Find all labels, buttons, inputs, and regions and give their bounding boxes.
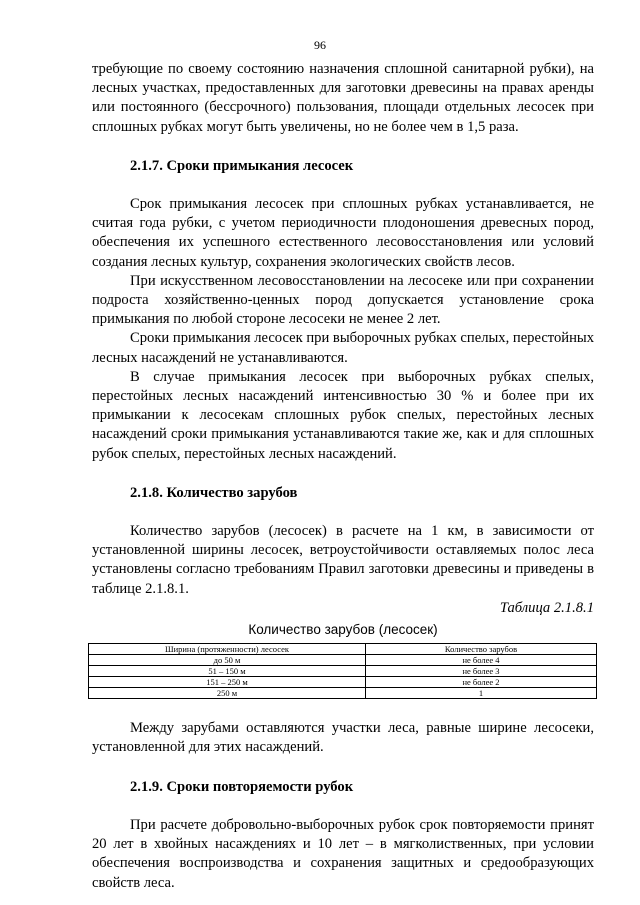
table-header-row [89,644,597,655]
table-header-cell: Ширина (протяженности) лесосек [89,644,366,655]
table-cell: не более 2 [366,677,597,688]
table-row [89,655,597,666]
cuts-table [88,643,597,699]
paragraph: Сроки примыкания лесосек при выборочных рубках спелых, перестойных лесных насаждений не устанавливаются. [92,330,594,366]
table-title: Количество зарубов (лесосек) [248,622,438,638]
table-label: Таблица 2.1.8.1 [499,599,594,616]
table-cell: 51 – 150 м [89,666,366,677]
paragraph: Количество зарубов (лесосек) в расчете на 1 км, в зависимости от установленной ширины лесосек, ветроустойчивости оставляемых полос леса установлены согласно требованиям Правил заготовки древесины и приведены в таблице 2.1.8.1. [92,523,594,597]
paragraph: Срок примыкания лесосек при сплошных рубках устанавливается, не считая года рубки, с учетом периодичности плодоношения древесных пород, обеспечения их успешного естественного лесовосстановления или условий создания лесных культур, сохранения экологических свойств лесов. [92,196,594,270]
paragraph: При расчете добровольно-выборочных рубок срок повторяемости принят 20 лет в хвойных насаждениях и 10 лет – в мягколиственных, при условии обеспечения воспроизводства и сохранения защитных и средообразующих свойств леса. [92,816,594,891]
paragraph: В случае примыкания лесосек при выборочных рубках спелых, перестойных лесных насаждений интенсивностью 30 % и более при их примыкании к лесосекам сплошных рубок спелых, перестойных лесных насаждений сроки примыкания устанавливаются такие же, как и для сплошных рубок спелых, перестойных лесных насаждений. [92,368,594,462]
page-number: 96 [314,38,326,52]
section-heading-2-1-7: 2.1.7. Сроки примыкания лесосек [130,157,354,174]
table-cell: не более 3 [366,666,597,677]
table-header-cell: Количество зарубов [366,644,597,655]
section-heading-2-1-8: 2.1.8. Количество зарубов [130,484,298,501]
table-cell: 250 м [89,688,366,699]
table-cell: 1 [366,688,597,699]
table-cell: 151 – 250 м [89,677,366,688]
table-row [89,677,597,688]
intro-paragraph: требующие по своему состоянию назначения сплошной санитарной рубки), на лесных участках, предоставленных для заготовки древесины на правах аренды или постоянного (бессрочного) пользования, площади отдельных лесосек при сплошных рубках могут быть увеличены, но не более чем в 1,5 раза. [92,61,594,135]
table-row [89,666,597,677]
section-heading-2-1-9: 2.1.9. Сроки повторяемости рубок [130,778,354,795]
table-row [89,688,597,699]
page-content [92,60,594,893]
paragraph: Между зарубами оставляются участки леса, равные ширине лесосеки, установленной для этих насаждений. [92,720,594,756]
paragraph: При искусственном лесовосстановлении на лесосеке или при сохранении подроста хозяйственно-ценных пород допускается установление срока примыкания по любой стороне лесосеки не менее 2 лет. [92,272,594,328]
table-cell: до 50 м [89,655,366,666]
table-cell: не более 4 [366,655,597,666]
